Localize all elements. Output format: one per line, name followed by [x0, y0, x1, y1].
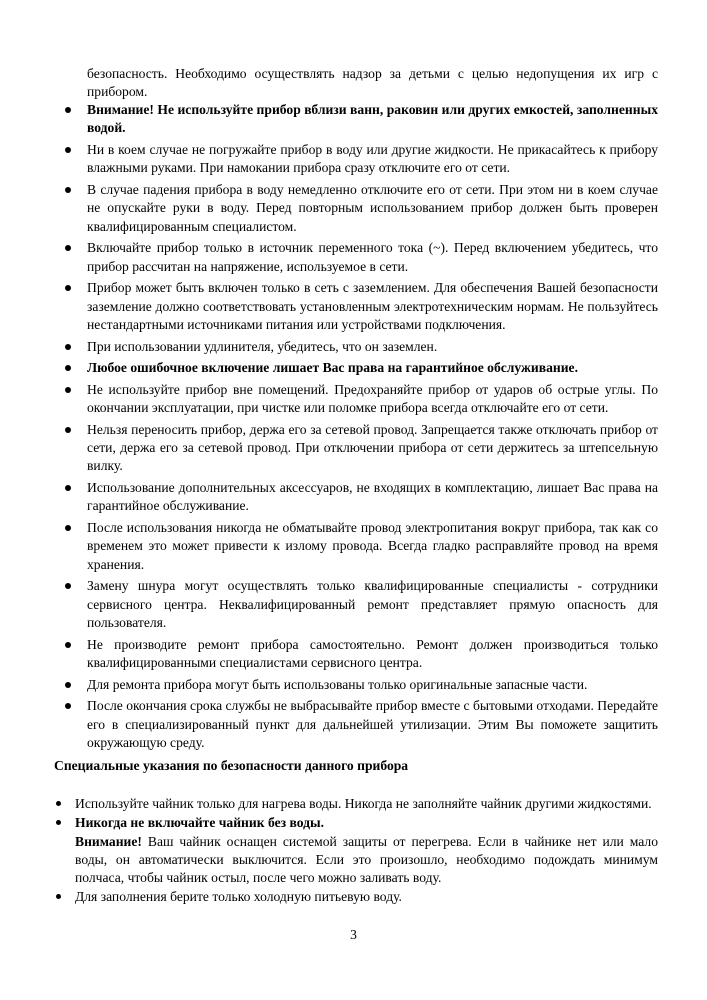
list-item [87, 239, 658, 276]
list-item [75, 814, 658, 887]
list-item-text: Ни в коем случае не погружайте прибор в воду или другие жидкости. Не прикасайтесь к прибору влажными руками. При намокании прибора сразу отключите его от сети. [87, 141, 658, 176]
bullet-icon [65, 187, 71, 193]
list-item-heading: Никогда не включайте чайник без воды. [75, 815, 325, 831]
list-item [87, 181, 658, 236]
continuation-paragraph: безопасность. Необходимо осуществлять надзор за детьми с целью недопущения их игр с прибором. [87, 66, 658, 100]
bullet-icon [65, 682, 71, 688]
section-title: Специальные указания по безопасности данного прибора [54, 758, 409, 773]
list-item-text: В случае падения прибора в воду немедленно отключите его от сети. При этом ни в коем случае не опускайте руки в воду. Перед повторным использованием прибор должен быть проверен квалифицированным специалистом. [87, 181, 658, 234]
list-item [87, 359, 658, 377]
list-item [87, 338, 658, 356]
list-item-text: После использования никогда не обматывайте провод электропитания вокруг прибора, так как со временем это может привести к излому провода. Всегда гладко расправляйте провод на время хранения. [87, 520, 658, 572]
list-item-text: Использование дополнительных аксессуаров, не входящих в комплектацию, лишает Вас права на гарантийное обслуживание. [87, 480, 658, 514]
list-item [87, 577, 658, 632]
list-item-text: Включайте прибор только в источник переменного тока (~). Перед включением убедитесь, что прибор рассчитан на напряжение, используемое в сети. [87, 240, 658, 274]
bullet-icon [65, 525, 71, 531]
list-item [87, 279, 658, 334]
list-item-text: Для заполнения берите только холодную питьевую воду. [75, 889, 402, 905]
list-item [75, 795, 658, 813]
list-item [75, 888, 658, 906]
list-item [87, 421, 658, 476]
bullet-icon [65, 642, 71, 648]
bullet-icon [65, 485, 71, 491]
list-item [87, 519, 658, 574]
list-item-text: Любое ошибочное включение лишает Вас права на гарантийное обслуживание. [87, 360, 578, 376]
bullet-icon [65, 387, 71, 393]
list-item-text: После окончания срока службы не выбрасывайте прибор вместе с бытовыми отходами. Передайте его в специализированный пункт для дальнейшей утилизации. Этим Вы поможете защитить окружающую среду. [87, 698, 658, 750]
special-safety-list [75, 795, 658, 908]
list-item [87, 101, 658, 138]
list-item [87, 141, 658, 178]
page-number: 3 [350, 927, 357, 942]
bullet-icon [65, 147, 71, 153]
warning-label: Внимание! [75, 833, 142, 849]
list-item [87, 676, 658, 694]
list-item-text: Ваш чайник оснащен системой защиты от перегрева. Если в чайнике нет или мало воды, он автоматически выключится. Если это произошло, необходимо подождать минимум полчаса, чтобы чайник остыл, после чего можно заливать воду. [75, 833, 658, 886]
bullet-icon [65, 583, 71, 589]
bullet-icon [56, 894, 61, 899]
list-item-text: Внимание! Не используйте прибор вблизи ванн, раковин или других емкостей, заполненных водой. [87, 102, 658, 136]
bullet-icon [65, 344, 71, 350]
list-item [87, 636, 658, 673]
bullet-icon [56, 820, 61, 825]
list-item-text: Замену шнура могут осуществлять только квалифицированные специалисты - сотрудники сервисного центра. Неквалифицированный ремонт представляет прямую опасность для пользователя. [87, 578, 658, 631]
list-item-text: Используйте чайник только для нагрева воды. Никогда не заполняйте чайник другими жидкостями. [75, 796, 652, 811]
list-item [87, 479, 658, 516]
bullet-icon [65, 365, 71, 371]
list-item-text: Не производите ремонт прибора самостоятельно. Ремонт должен производиться только квалифицированными специалистами сервисного центра. [87, 636, 658, 670]
general-safety-list [87, 101, 658, 756]
bullet-icon [56, 801, 61, 806]
bullet-icon [65, 245, 71, 251]
bullet-icon [65, 427, 71, 433]
bullet-icon [65, 107, 71, 113]
bullet-icon [65, 285, 71, 291]
list-item-text: Прибор может быть включен только в сеть с заземлением. Для обеспечения Вашей безопасности заземление должно соответствовать установленным электротехническим нормам. Не пользуйтесь нестандартными источниками питания или устройствами подключения. [87, 280, 658, 332]
list-item-text: При использовании удлинителя, убедитесь, что он заземлен. [87, 338, 438, 354]
list-item-text: Нельзя переносить прибор, держа его за сетевой провод. Запрещается также отключать прибор от сети, держа его за сетевой провод. При отключении прибора от сети держитесь за штепсельную вилку. [87, 421, 658, 474]
bullet-icon [65, 703, 71, 709]
list-item-text: Не используйте прибор вне помещений. Предохраняйте прибор от ударов об острые углы. По окончании эксплуатации, при чистке или поломке прибора всегда отключайте его от сети. [87, 381, 658, 416]
list-item-text: Для ремонта прибора могут быть использованы только оригинальные запасные части. [87, 676, 588, 692]
list-item [87, 381, 658, 418]
list-item [87, 697, 658, 752]
